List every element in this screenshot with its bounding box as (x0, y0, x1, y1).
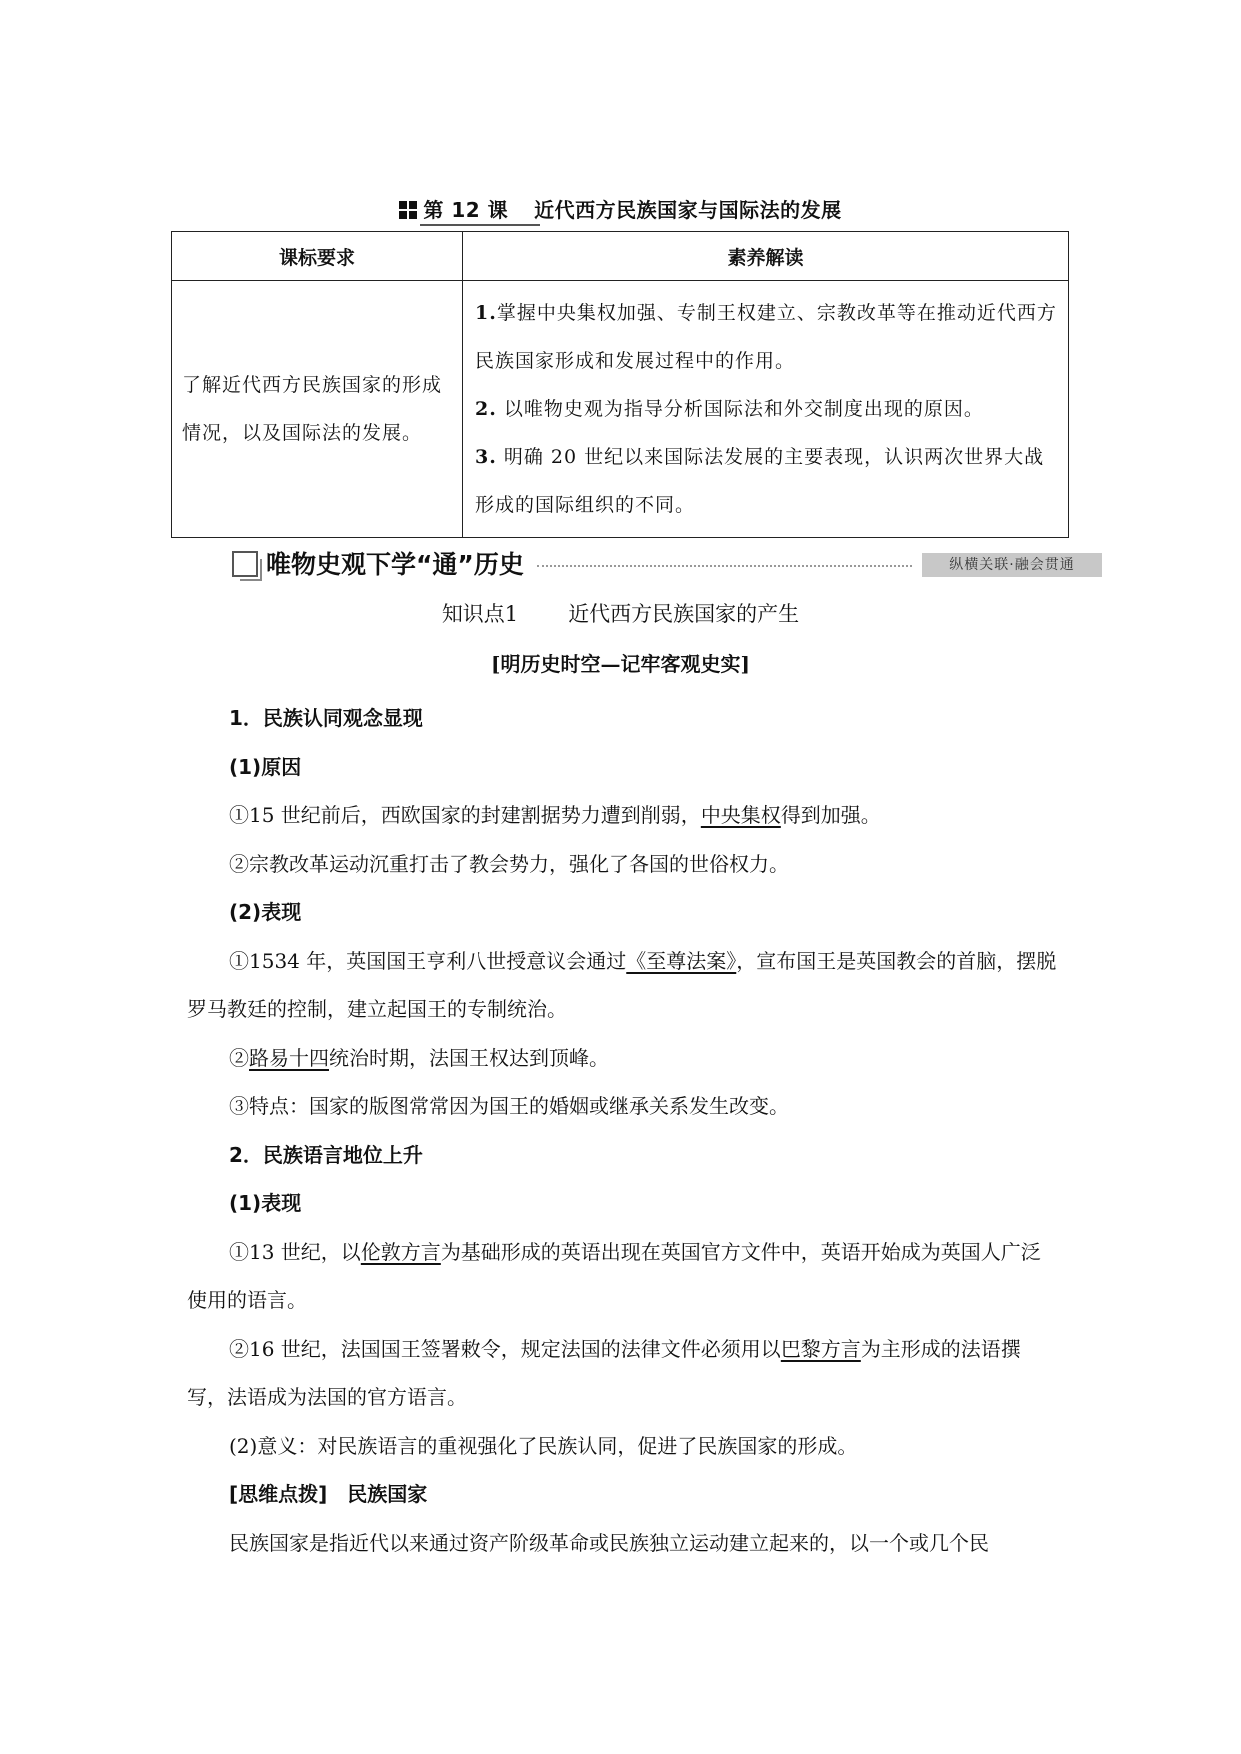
table-row (172, 281, 1069, 538)
body-text (187, 694, 1057, 1567)
box-icon (232, 551, 258, 577)
subsection-heading: (1)表现 (229, 1191, 302, 1215)
paragraph: ①15 世纪前后，西欧国家的封建割据势力遭到削弱，中央集权得到加强。 (229, 803, 881, 827)
interpretation-item: 2. 以唯物史观为指导分析国际法和外交制度出现的原因。 (475, 398, 984, 420)
key-term: 中央集权 (700, 803, 781, 827)
interpretation-item: 3. 明确 20 世纪以来国际法发展的主要表现，认识两次世界大战形成的国际组织的不同。 (475, 446, 1045, 516)
paragraph: ③特点：国家的版图常常因为国王的婚姻或继承关系发生改变。 (229, 1094, 789, 1118)
banner-tag: 纵横关联·融会贯通 (922, 553, 1102, 577)
table-header-cell: 课标要求 (172, 232, 463, 281)
paragraph: ②16 世纪，法国国王签署敕令，规定法国的法律文件必须用以巴黎方言为主形成的法语撰写，法语成为法国的官方语言。 (187, 1336, 1021, 1409)
knowledge-point-heading (0, 598, 1241, 628)
key-term: 伦敦方言 (360, 1239, 441, 1264)
tip-heading: [思维点拨] 民族国家 (229, 1482, 428, 1506)
subsection-heading: (2)表现 (229, 900, 302, 924)
paragraph: ①1534 年，英国国王亨利八世授意议会通过《至尊法案》，宣布国王是英国教会的首脑，摆脱罗马教廷的控制，建立起国王的专制统治。 (187, 948, 1057, 1021)
section-heading: 1．民族认同观念显现 (229, 706, 423, 730)
key-term: 路易十四 (249, 1045, 329, 1070)
interpretation-item: 1.掌握中央集权加强、专制王权建立、宗教改革等在推动近代西方民族国家形成和发展过程中的作用。 (475, 302, 1057, 372)
lesson-name: 近代西方民族国家与国际法的发展 (534, 198, 842, 222)
key-term: 巴黎方言 (780, 1336, 861, 1361)
knowledge-point-title: 近代西方民族国家的产生 (568, 602, 800, 626)
section-heading: 2．民族语言地位上升 (229, 1142, 423, 1167)
paragraph: ②路易十四统治时期，法国王权达到顶峰。 (229, 1045, 609, 1070)
title-underline (420, 224, 540, 226)
key-term: 《至尊法案》 (626, 948, 737, 973)
paragraph: 民族国家是指近代以来通过资产阶级革命或民族独立运动建立起来的，以一个或几个民 (229, 1530, 989, 1555)
paragraph: ①13 世纪，以伦敦方言为基础形成的英语出现在英国官方文件中，英语开始成为英国人广泛使用的语言。 (187, 1239, 1041, 1312)
table-header-cell: 素养解读 (463, 232, 1069, 281)
banner-divider (537, 565, 912, 567)
standards-table (171, 231, 1069, 538)
knowledge-point-label: 知识点1 (441, 602, 519, 626)
lesson-title (0, 194, 1241, 223)
subsection-heading: (1)原因 (229, 754, 302, 779)
sub-heading: [明历史时空—记牢客观史实] (491, 652, 750, 676)
lesson-number: 第 12 课 (423, 198, 509, 222)
curriculum-requirement: 了解近代西方民族国家的形成情况，以及国际法的发展。 (172, 281, 463, 538)
paragraph: (2)意义：对民族语言的重视强化了民族认同，促进了民族国家的形成。 (229, 1433, 858, 1458)
banner-title: 唯物史观下学“通”历史 (266, 550, 524, 579)
section-banner (232, 545, 1102, 581)
grid-icon (399, 201, 417, 219)
literacy-interpretation (463, 281, 1069, 538)
paragraph: ②宗教改革运动沉重打击了教会势力，强化了各国的世俗权力。 (229, 851, 789, 876)
table-header-row (172, 232, 1069, 281)
